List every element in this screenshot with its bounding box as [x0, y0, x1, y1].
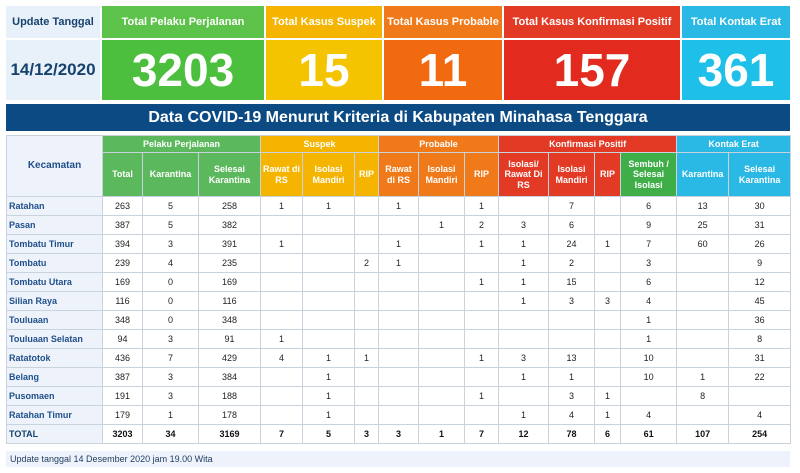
update-date: 14/12/2020: [6, 40, 100, 100]
table-cell: 1: [465, 387, 499, 406]
table-cell: 5: [143, 197, 199, 216]
table-row: [7, 330, 791, 349]
table-cell: 0: [143, 311, 199, 330]
table-cell: 13: [677, 197, 729, 216]
kecamatan-header: Kecamatan: [7, 136, 103, 197]
table-cell: 179: [103, 406, 143, 425]
table-cell: [355, 273, 379, 292]
subheader: Rawat di RS: [261, 153, 303, 197]
table-cell: 348: [103, 311, 143, 330]
kecamatan-name: Touluaan: [7, 311, 103, 330]
table-cell: 1: [303, 387, 355, 406]
table-cell: 31: [729, 216, 791, 235]
table-cell: [379, 292, 419, 311]
table-cell: 78: [549, 425, 595, 444]
table-cell: 116: [199, 292, 261, 311]
table-cell: 7: [465, 425, 499, 444]
table-cell: [355, 406, 379, 425]
table-cell: 3: [143, 235, 199, 254]
table-cell: 391: [199, 235, 261, 254]
table-cell: 2: [465, 216, 499, 235]
table-cell: 5: [303, 425, 355, 444]
table-cell: 10: [621, 368, 677, 387]
table-cell: [303, 273, 355, 292]
table-cell: 1: [261, 330, 303, 349]
kecamatan-name: TOTAL: [7, 425, 103, 444]
kecamatan-name: Tombatu: [7, 254, 103, 273]
table-cell: 254: [729, 425, 791, 444]
table-cell: [595, 368, 621, 387]
table-cell: [419, 406, 465, 425]
subheader: Isolasi/ Rawat Di RS: [499, 153, 549, 197]
card-travelers-label: Total Pelaku Perjalanan: [102, 6, 264, 38]
table-cell: [355, 330, 379, 349]
table-cell: [261, 311, 303, 330]
table-cell: 3: [549, 387, 595, 406]
table-cell: [419, 273, 465, 292]
table-cell: 1: [499, 368, 549, 387]
table-cell: 3: [621, 254, 677, 273]
table-cell: 2: [355, 254, 379, 273]
table-cell: [419, 387, 465, 406]
table-cell: [465, 254, 499, 273]
table-cell: [419, 254, 465, 273]
table-cell: 1: [465, 197, 499, 216]
table-cell: [465, 406, 499, 425]
table-cell: 1: [465, 273, 499, 292]
table-cell: [677, 330, 729, 349]
table-cell: 3169: [199, 425, 261, 444]
table-cell: 178: [199, 406, 261, 425]
kecamatan-name: Tombatu Utara: [7, 273, 103, 292]
card-probable-value: 11: [384, 40, 502, 100]
table-cell: 1: [303, 406, 355, 425]
table-cell: 7: [143, 349, 199, 368]
table-cell: 387: [103, 216, 143, 235]
table-cell: 3: [499, 349, 549, 368]
table-cell: 6: [621, 197, 677, 216]
table-cell: [379, 311, 419, 330]
table-cell: [303, 254, 355, 273]
table-cell: 394: [103, 235, 143, 254]
table-cell: [677, 254, 729, 273]
table-cell: 2: [549, 254, 595, 273]
table-cell: [355, 368, 379, 387]
subheader: Isolasi Mandiri: [303, 153, 355, 197]
table-cell: 169: [103, 273, 143, 292]
table-cell: 4: [261, 349, 303, 368]
table-cell: 0: [143, 292, 199, 311]
table-cell: [499, 197, 549, 216]
table-cell: 1: [303, 349, 355, 368]
table-row: [7, 406, 791, 425]
table-cell: 3: [355, 425, 379, 444]
table-cell: [595, 273, 621, 292]
table-cell: 7: [621, 235, 677, 254]
table-cell: 0: [143, 273, 199, 292]
table-cell: 34: [143, 425, 199, 444]
kecamatan-name: Ratahan Timur: [7, 406, 103, 425]
table-cell: [379, 273, 419, 292]
table-cell: 36: [729, 311, 791, 330]
subheader: Karantina: [677, 153, 729, 197]
table-cell: [595, 197, 621, 216]
table-cell: [499, 311, 549, 330]
table-cell: [595, 330, 621, 349]
table-cell: 13: [549, 349, 595, 368]
table-cell: [355, 292, 379, 311]
table-cell: 26: [729, 235, 791, 254]
table-cell: 5: [143, 216, 199, 235]
table-cell: [379, 387, 419, 406]
table-cell: [419, 311, 465, 330]
table-cell: 25: [677, 216, 729, 235]
subheader: Isolasi Mandiri: [419, 153, 465, 197]
table-cell: 3203: [103, 425, 143, 444]
table-cell: [261, 406, 303, 425]
table-cell: [355, 387, 379, 406]
table-cell: [303, 235, 355, 254]
table-row: [7, 311, 791, 330]
table-cell: 258: [199, 197, 261, 216]
table-cell: 1: [621, 311, 677, 330]
table-cell: [261, 368, 303, 387]
table-cell: 3: [499, 216, 549, 235]
group-header-suspect: Suspek: [261, 136, 379, 153]
subheader: RIP: [595, 153, 621, 197]
table-cell: [355, 235, 379, 254]
table-cell: 1: [677, 368, 729, 387]
table-row: [7, 273, 791, 292]
table-cell: [303, 292, 355, 311]
table-cell: [419, 349, 465, 368]
table-cell: 1: [379, 254, 419, 273]
table-cell: [303, 311, 355, 330]
table-cell: 8: [677, 387, 729, 406]
table-cell: 4: [621, 406, 677, 425]
table-cell: [419, 330, 465, 349]
table-cell: 31: [729, 349, 791, 368]
table-cell: [677, 406, 729, 425]
kecamatan-name: Ratatotok: [7, 349, 103, 368]
subheader: Total: [103, 153, 143, 197]
table-cell: 1: [621, 330, 677, 349]
table-cell: 436: [103, 349, 143, 368]
table-cell: 6: [549, 216, 595, 235]
card-suspect-value: 15: [266, 40, 382, 100]
table-row: [7, 349, 791, 368]
group-header-contacts: Kontak Erat: [677, 136, 791, 153]
table-cell: [355, 216, 379, 235]
table-row: [7, 368, 791, 387]
table-cell: 1: [595, 387, 621, 406]
subheader: Rawat di RS: [379, 153, 419, 197]
table-row: [7, 387, 791, 406]
table-cell: [595, 216, 621, 235]
table-cell: [379, 216, 419, 235]
group-header-travelers: Pelaku Perjalanan: [103, 136, 261, 153]
subheader: Isolasi Mandiri: [549, 153, 595, 197]
table-cell: 263: [103, 197, 143, 216]
card-contacts-value: 361: [682, 40, 790, 100]
card-probable-label: Total Kasus Probable: [384, 6, 502, 38]
table-cell: [419, 235, 465, 254]
group-header-confirmed: Konfirmasi Positif: [499, 136, 677, 153]
subheader: RIP: [355, 153, 379, 197]
update-label: Update Tanggal: [6, 6, 100, 38]
table-cell: [465, 368, 499, 387]
table-cell: 15: [549, 273, 595, 292]
table-cell: 4: [729, 406, 791, 425]
table-cell: [261, 254, 303, 273]
table-cell: 235: [199, 254, 261, 273]
table-cell: 1: [499, 292, 549, 311]
table-cell: 1: [379, 197, 419, 216]
table-cell: [499, 330, 549, 349]
table-cell: [465, 292, 499, 311]
card-confirmed-value: 157: [504, 40, 680, 100]
table-cell: 1: [499, 235, 549, 254]
table-cell: 429: [199, 349, 261, 368]
table-cell: [595, 349, 621, 368]
data-table: [6, 135, 791, 444]
table-cell: 7: [261, 425, 303, 444]
table-cell: [261, 216, 303, 235]
table-cell: 1: [465, 349, 499, 368]
table-cell: 4: [549, 406, 595, 425]
table-cell: [677, 311, 729, 330]
table-cell: 3: [143, 387, 199, 406]
subheader: Selesai Karantina: [199, 153, 261, 197]
footer-note: Update tanggal 14 Desember 2020 jam 19.00 Wita: [6, 451, 790, 467]
table-cell: [261, 387, 303, 406]
table-cell: 8: [729, 330, 791, 349]
table-cell: 1: [261, 197, 303, 216]
table-cell: [379, 349, 419, 368]
table-cell: 1: [355, 349, 379, 368]
table-cell: 22: [729, 368, 791, 387]
table-cell: [549, 311, 595, 330]
group-header-probable: Probable: [379, 136, 499, 153]
table-cell: 1: [499, 406, 549, 425]
table-cell: 61: [621, 425, 677, 444]
table-cell: 60: [677, 235, 729, 254]
table-cell: 6: [621, 273, 677, 292]
subheader: RIP: [465, 153, 499, 197]
table-cell: 191: [103, 387, 143, 406]
table-cell: 384: [199, 368, 261, 387]
table-cell: [419, 292, 465, 311]
kecamatan-name: Silian Raya: [7, 292, 103, 311]
table-cell: [499, 387, 549, 406]
kecamatan-name: Belang: [7, 368, 103, 387]
table-cell: 3: [143, 330, 199, 349]
table-cell: 348: [199, 311, 261, 330]
table-cell: 3: [549, 292, 595, 311]
card-contacts-label: Total Kontak Erat: [682, 6, 790, 38]
table-cell: 12: [499, 425, 549, 444]
table-cell: [419, 368, 465, 387]
table-cell: [677, 292, 729, 311]
kecamatan-name: Tombatu Timur: [7, 235, 103, 254]
table-cell: [677, 349, 729, 368]
card-travelers-value: 3203: [102, 40, 264, 100]
table-cell: [595, 254, 621, 273]
table-row: [7, 197, 791, 216]
table-cell: [595, 311, 621, 330]
table-title: Data COVID-19 Menurut Kriteria di Kabupaten Minahasa Tenggara: [6, 104, 790, 131]
table-cell: 382: [199, 216, 261, 235]
table-cell: [549, 330, 595, 349]
table-row: [7, 292, 791, 311]
table-cell: 94: [103, 330, 143, 349]
table-cell: [355, 197, 379, 216]
table-row: [7, 216, 791, 235]
table-cell: 1: [419, 216, 465, 235]
table-cell: 188: [199, 387, 261, 406]
kecamatan-name: Ratahan: [7, 197, 103, 216]
table-row: [7, 254, 791, 273]
table-cell: 9: [621, 216, 677, 235]
card-confirmed-label: Total Kasus Konfirmasi Positif: [504, 6, 680, 38]
subheader: Selesai Karantina: [729, 153, 791, 197]
table-cell: [379, 330, 419, 349]
table-cell: 30: [729, 197, 791, 216]
table-cell: [303, 216, 355, 235]
table-cell: [465, 311, 499, 330]
table-cell: [677, 273, 729, 292]
table-cell: 24: [549, 235, 595, 254]
kecamatan-name: Pasan: [7, 216, 103, 235]
table-cell: 1: [499, 254, 549, 273]
table-cell: [261, 292, 303, 311]
table-cell: 1: [379, 235, 419, 254]
table-cell: 12: [729, 273, 791, 292]
table-cell: 4: [621, 292, 677, 311]
table-cell: [379, 406, 419, 425]
table-cell: [621, 387, 677, 406]
table-cell: 1: [595, 235, 621, 254]
table-cell: 1: [303, 197, 355, 216]
table-cell: 387: [103, 368, 143, 387]
subheader: Karantina: [143, 153, 199, 197]
subheader: Sembuh / Selesai Isolasi: [621, 153, 677, 197]
table-cell: 3: [379, 425, 419, 444]
kecamatan-name: Pusomaen: [7, 387, 103, 406]
table-cell: 1: [419, 425, 465, 444]
table-cell: 1: [499, 273, 549, 292]
table-cell: 239: [103, 254, 143, 273]
table-cell: 3: [595, 292, 621, 311]
table-cell: [465, 330, 499, 349]
table-cell: [379, 368, 419, 387]
table-cell: 1: [303, 368, 355, 387]
table-cell: 1: [595, 406, 621, 425]
table-cell: 45: [729, 292, 791, 311]
table-cell: 91: [199, 330, 261, 349]
table-cell: 10: [621, 349, 677, 368]
table-cell: 7: [549, 197, 595, 216]
table-cell: 1: [261, 235, 303, 254]
table-cell: 9: [729, 254, 791, 273]
kecamatan-name: Touluaan Selatan: [7, 330, 103, 349]
table-cell: [729, 387, 791, 406]
table-cell: 116: [103, 292, 143, 311]
table-cell: 6: [595, 425, 621, 444]
table-row: [7, 235, 791, 254]
table-cell: 1: [465, 235, 499, 254]
card-suspect-label: Total Kasus Suspek: [266, 6, 382, 38]
table-cell: 3: [143, 368, 199, 387]
table-cell: 4: [143, 254, 199, 273]
table-cell: [355, 311, 379, 330]
table-row: [7, 425, 791, 444]
table-cell: 1: [549, 368, 595, 387]
table-cell: [261, 273, 303, 292]
table-cell: [419, 197, 465, 216]
table-cell: 169: [199, 273, 261, 292]
table-cell: 107: [677, 425, 729, 444]
table-cell: 1: [143, 406, 199, 425]
table-cell: [303, 330, 355, 349]
